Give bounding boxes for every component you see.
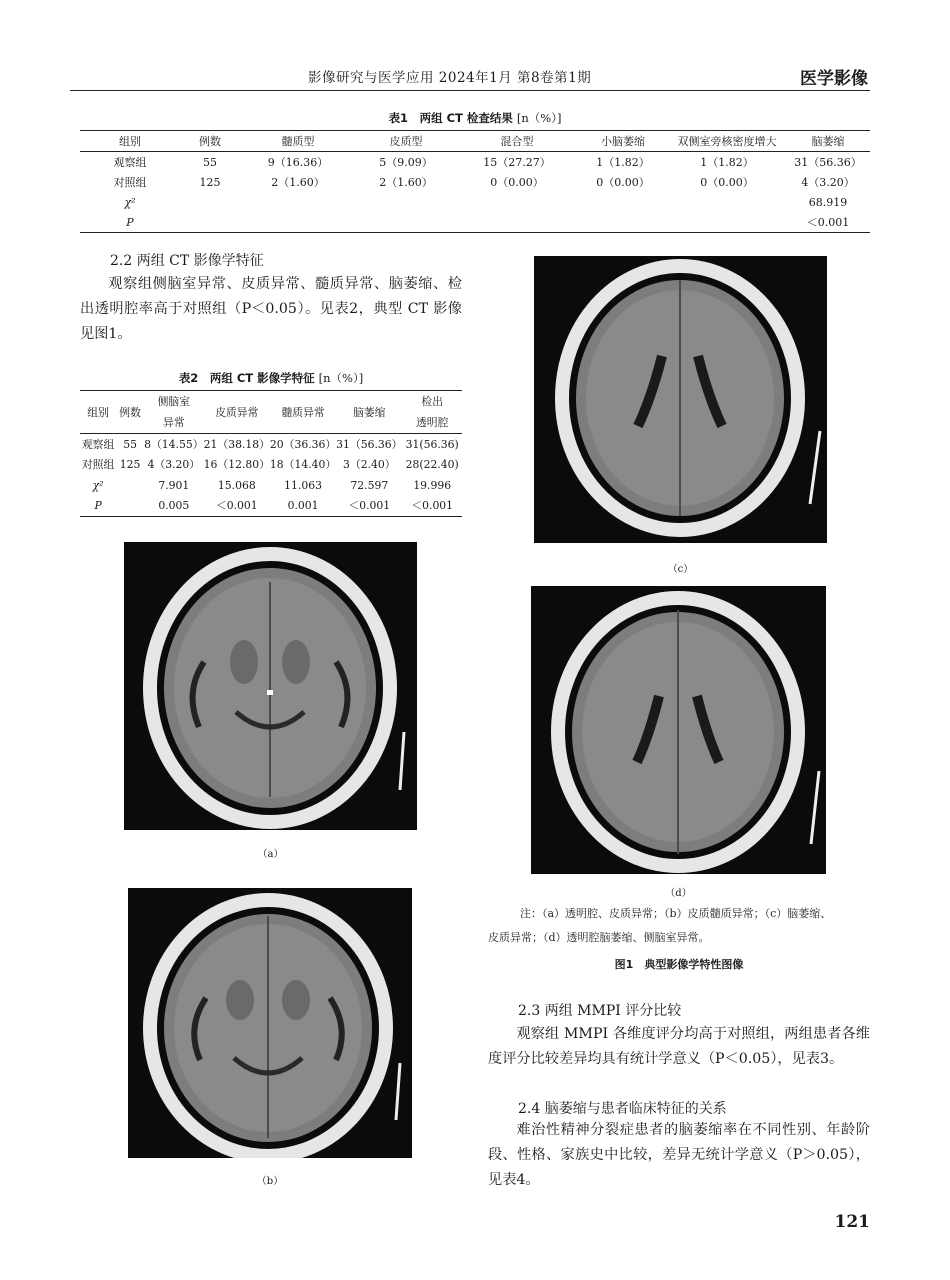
table2-cell: ＜0.001 [411, 499, 454, 513]
table2-cell: 11.063 [284, 478, 322, 492]
table2-header-line: 透明腔 [416, 416, 449, 429]
table1-caption-unit: [n（%）] [516, 111, 562, 125]
ct-scan-a-graphic [124, 542, 417, 830]
table1-cell: 1（1.82） [596, 156, 650, 169]
table2-cell [116, 496, 144, 517]
ct-image-c [534, 256, 827, 543]
table1-cell [456, 212, 578, 233]
table1-cell: 1（1.82） [700, 156, 754, 169]
table1-cell [668, 192, 786, 212]
table2-cell: 对照组 [81, 458, 115, 472]
table2-cell: P [94, 499, 102, 513]
table1-cell [578, 212, 668, 233]
table2-cell: 19.996 [413, 478, 452, 492]
table1-cell: 31（56.36） [794, 156, 862, 169]
figure-label-a: （a） [257, 849, 284, 860]
figure1-caption: 图1 典型影像学特性图像 [614, 958, 744, 971]
table2-cell: 28(22.40) [405, 458, 459, 472]
table2-cell: 观察组 [81, 437, 115, 451]
table1-cell: 9（16.36） [267, 156, 329, 169]
figure-label-d: （d） [665, 888, 692, 899]
table-row [80, 455, 462, 476]
table1-caption-title: 表1 两组 CT 检查结果 [388, 111, 513, 125]
figure-label-b: （b） [256, 1176, 284, 1187]
ct-scan-b-graphic [128, 888, 412, 1158]
table1-header-cell: 小脑萎缩 [578, 131, 668, 152]
table2-caption [80, 370, 462, 386]
ct-scan-d-graphic [531, 586, 826, 874]
journal-info: 影像研究与医学应用 2024年1月 第8卷第1期 [308, 70, 592, 86]
table-row [80, 172, 870, 192]
table2-cell: 20（36.36） [269, 437, 337, 451]
table-row [80, 192, 870, 212]
figure1-note-line1: 注：（a）透明腔、皮质异常；（b）皮质髓质异常；（c）脑萎缩、 [520, 907, 832, 920]
ct-image-d [531, 586, 826, 874]
table1-cell: 5（9.09） [379, 156, 433, 169]
table2-caption-unit: [n（%）] [318, 371, 364, 385]
table2-cell: 8（14.55） [144, 437, 204, 451]
table1-header-cell: 皮质型 [356, 131, 456, 152]
table2-cell: 3（2.40） [343, 458, 396, 472]
table2-header-cell [144, 391, 204, 434]
table2-header-line: 异常 [163, 416, 185, 429]
running-header [70, 64, 870, 91]
table1-header-cell: 例数 [180, 131, 240, 152]
table2-cell: 7.901 [158, 478, 190, 492]
table2-cell: 4（3.20） [147, 458, 201, 472]
table1-cell: 0（0.00） [596, 176, 650, 189]
table1-cell: 125 [199, 175, 221, 189]
table1-cell: 对照组 [113, 176, 147, 189]
table2-cell: 21（38.18） [203, 437, 270, 451]
table1-cell: 观察组 [113, 156, 147, 169]
figure1-note-line2: 皮质异常；（d）透明腔脑萎缩、侧脑室异常。 [488, 931, 710, 944]
table1-cell [456, 192, 578, 212]
table1-cell: 15（27.27） [483, 156, 551, 169]
section-logo: 医学影像 [800, 69, 868, 89]
table1-cell: ＜0.001 [806, 216, 850, 229]
table2-header-row [80, 391, 462, 434]
table2-header-line: 检出 [421, 395, 443, 408]
section-2-4-heading: 2.4 脑萎缩与患者临床特征的关系 [518, 1101, 727, 1117]
table2-header-cell: 脑萎缩 [336, 391, 402, 434]
table1-cell: 55 [203, 155, 217, 169]
table1-cell [578, 192, 668, 212]
table1-cell: χ² [124, 195, 136, 209]
table1-cell [240, 192, 356, 212]
ct-scan-c-graphic [534, 256, 827, 543]
table1-caption [80, 110, 870, 126]
table1-header-row [80, 131, 870, 152]
table2-cell: 31(56.36) [405, 437, 459, 451]
table2-cell: 55 [123, 437, 137, 451]
ct-image-a [124, 542, 417, 830]
table1-cell [180, 192, 240, 212]
table2-cell: 72.597 [350, 478, 389, 492]
section-2-4-text: 难治性精神分裂症患者的脑萎缩率在不同性别、年龄阶段、性格、家族史中比较，差异无统计学意义（P＞0.05），见表4。 [488, 1122, 870, 1188]
table2-cell: 125 [119, 458, 141, 472]
table2-header-cell [402, 391, 462, 434]
table-row [80, 434, 462, 455]
page-number: 121 [834, 1212, 870, 1232]
section-2-3-heading: 2.3 两组 MMPI 评分比较 [518, 1003, 682, 1019]
figure-label-c: （c） [667, 564, 694, 575]
table1-header-cell: 组别 [80, 131, 180, 152]
table1-header-cell: 脑萎缩 [786, 131, 870, 152]
table1-cell: P [126, 215, 134, 229]
table2-header-line: 侧脑室 [157, 395, 191, 408]
table1-cell [356, 192, 456, 212]
table1-cell: 2（1.60） [379, 176, 433, 189]
table1-cell [240, 212, 356, 233]
table2-header-cell: 皮质异常 [204, 391, 270, 434]
table2-cell: χ² [92, 478, 104, 492]
table2-header-cell: 髓质异常 [270, 391, 336, 434]
table1-header-cell: 混合型 [456, 131, 578, 152]
table2-cell: 0.001 [287, 499, 319, 513]
table2-cell: 15.068 [217, 478, 256, 492]
table1-cell: 0（0.00） [490, 176, 544, 189]
table1-header-cell: 髓质型 [240, 131, 356, 152]
table1-cell [668, 212, 786, 233]
table-row [80, 496, 462, 517]
table2-cell: 18（14.40） [269, 458, 337, 472]
table2-caption-title: 表2 两组 CT 影像学特征 [178, 371, 315, 385]
table-row [80, 152, 870, 173]
table2 [80, 390, 462, 517]
table2-cell: 0.005 [158, 499, 190, 513]
table-row [80, 475, 462, 496]
table2-header-cell: 例数 [116, 391, 144, 434]
table1 [80, 130, 870, 233]
table1-cell: 2（1.60） [271, 176, 325, 189]
table-row [80, 212, 870, 233]
section-2-2-text: 观察组侧脑室异常、皮质异常、髓质异常、脑萎缩、检出透明腔率高于对照组（P＜0.05）。见表2，典型 CT 影像见图1。 [80, 276, 462, 342]
table1-cell: 68.919 [808, 195, 848, 209]
table2-cell: ＜0.001 [215, 499, 258, 513]
ct-image-b [128, 888, 412, 1158]
section-2-2-heading: 2.2 两组 CT 影像学特征 [110, 253, 264, 269]
section-2-3-text: 观察组 MMPI 各维度评分均高于对照组，两组患者各维度评分比较差异均具有统计学意义（P＜0.05），见表3。 [488, 1026, 870, 1067]
table2-cell: ＜0.001 [348, 499, 391, 513]
table1-cell [356, 212, 456, 233]
table2-cell [116, 475, 144, 496]
table2-header-cell: 组别 [80, 391, 116, 434]
table1-cell: 4（3.20） [801, 176, 855, 189]
table2-cell: 16（12.80） [203, 458, 270, 472]
table1-cell: 0（0.00） [700, 176, 754, 189]
table1-header-cell: 双侧室旁核密度增大 [668, 131, 786, 152]
table1-cell [180, 212, 240, 233]
table2-cell: 31（56.36） [336, 437, 403, 451]
